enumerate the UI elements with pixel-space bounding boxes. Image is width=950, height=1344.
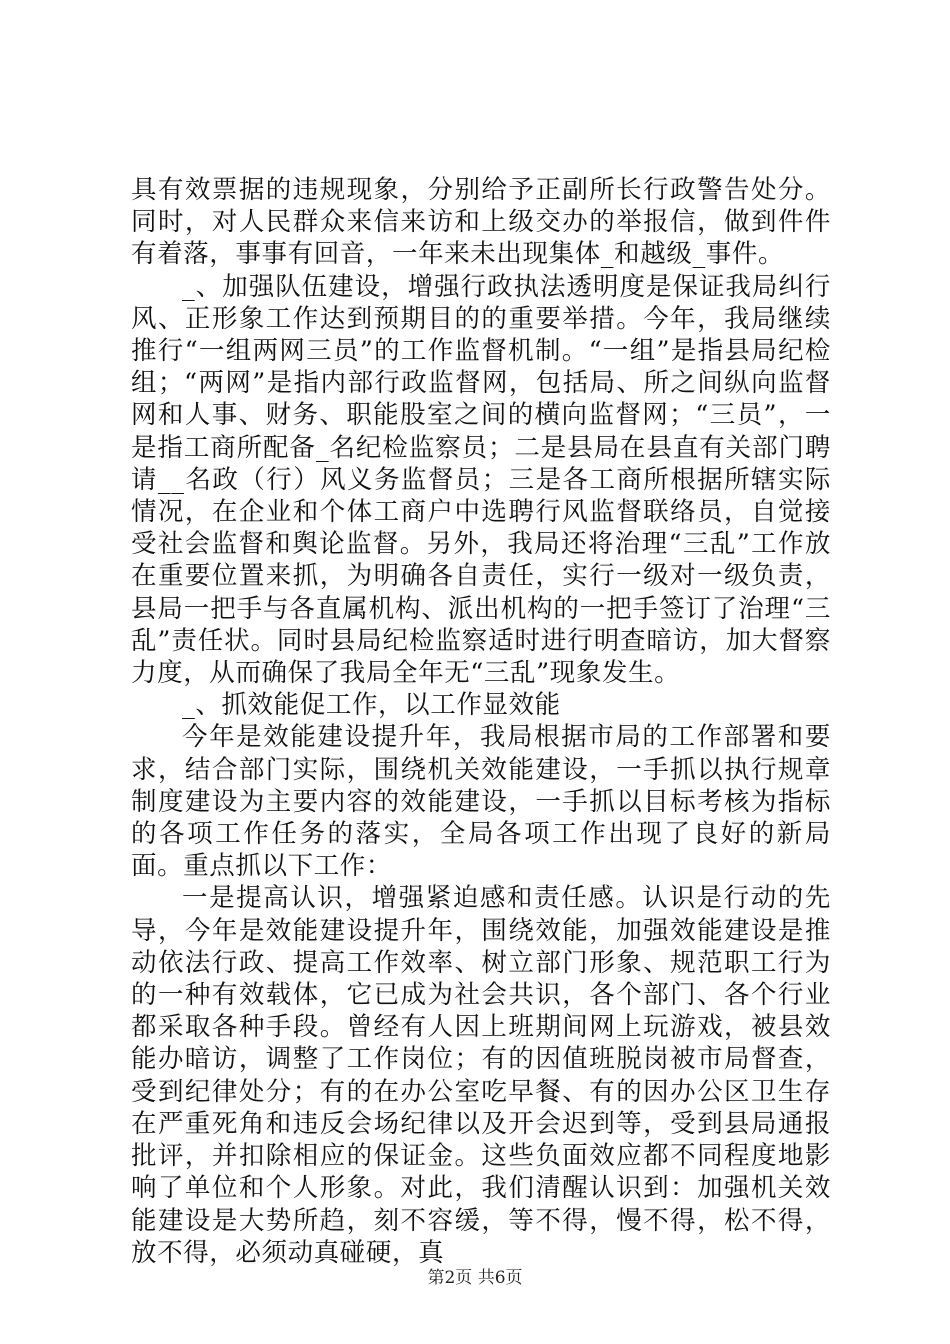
paragraph-team-building: _、加强队伍建设，增强行政执法透明度是保证我局纠行风、正形象工作达到预期目的的重要举措。今年，我局继续推行“一组两网三员”的工作监督机制。“一组”是指县局纪检组；“两网”是指内部行政监督网，包括局、所之间纵向监督网和人事、财务、职能股室之间的横向监督网；“三员”，一是指工商所配备_名纪检监察员；二是县局在县直有关部门聘请__名政（行）风义务监督员；三是各工商所根据所辖实际情况，在企业和个体工商户中选聘行风监督联络员，自觉接受社会监督和舆论监督。另外，我局还将治理“三乱”工作放在重要位置来抓，为明确各自责任，实行一级对一级负责，县局一把手与各直属机构、派出机构的一把手签订了治理“三乱”责任状。同时县局纪检监察适时进行明查暗访，加大督察力度，从而确保了我局全年无“三乱”现象发生。 [131,271,831,689]
page-footer [0,1268,950,1288]
paragraph-efficiency-year: 今年是效能建设提升年，我局根据市局的工作部署和要求，结合部门实际，围绕机关效能建设，一手抓以执行规章制度建设为主要内容的效能建设，一手抓以目标考核为指标的各项工作任务的落实，全局各项工作出现了良好的新局面。重点抓以下工作： [131,722,831,882]
paragraph-raise-awareness: 一是提高认识，增强紧迫感和责任感。认识是行动的先导，今年是效能建设提升年，围绕效能，加强效能建设是推动依法行政、提高工作效率、树立部门形象、规范职工行为的一种有效载体，它已成为社会共识，各个部门、各个行业都采取各种手段。曾经有人因上班期间网上玩游戏，被县效能办暗访，调整了工作岗位；有的因值班脱岗被市局督查，受到纪律处分；有的在办公室吃早餐、有的因办公区卫生存在严重死角和违反会场纪律以及开会迟到等，受到县局通报批评，并扣除相应的保证金。这些负面效应都不同程度地影响了单位和个人形象。对此，我们清醒认识到：加强机关效能建设是大势所趋，刻不容缓，等不得，慢不得，松不得，放不得，必须动真碰硬，真 [131,883,831,1268]
document-body [131,174,831,1269]
section-heading-efficiency: _、抓效能促工作，以工作显效能 [182,690,561,721]
page-number-label: 第2页 共6页 [427,1268,523,1288]
paragraph-continued: 具有效票据的违规现象，分别给予正副所长行政警告处分。同时，对人民群众来信来访和上级交办的举报信，做到件件有着落，事事有回音，一年来未出现集体_和越级_事件。 [131,175,831,270]
